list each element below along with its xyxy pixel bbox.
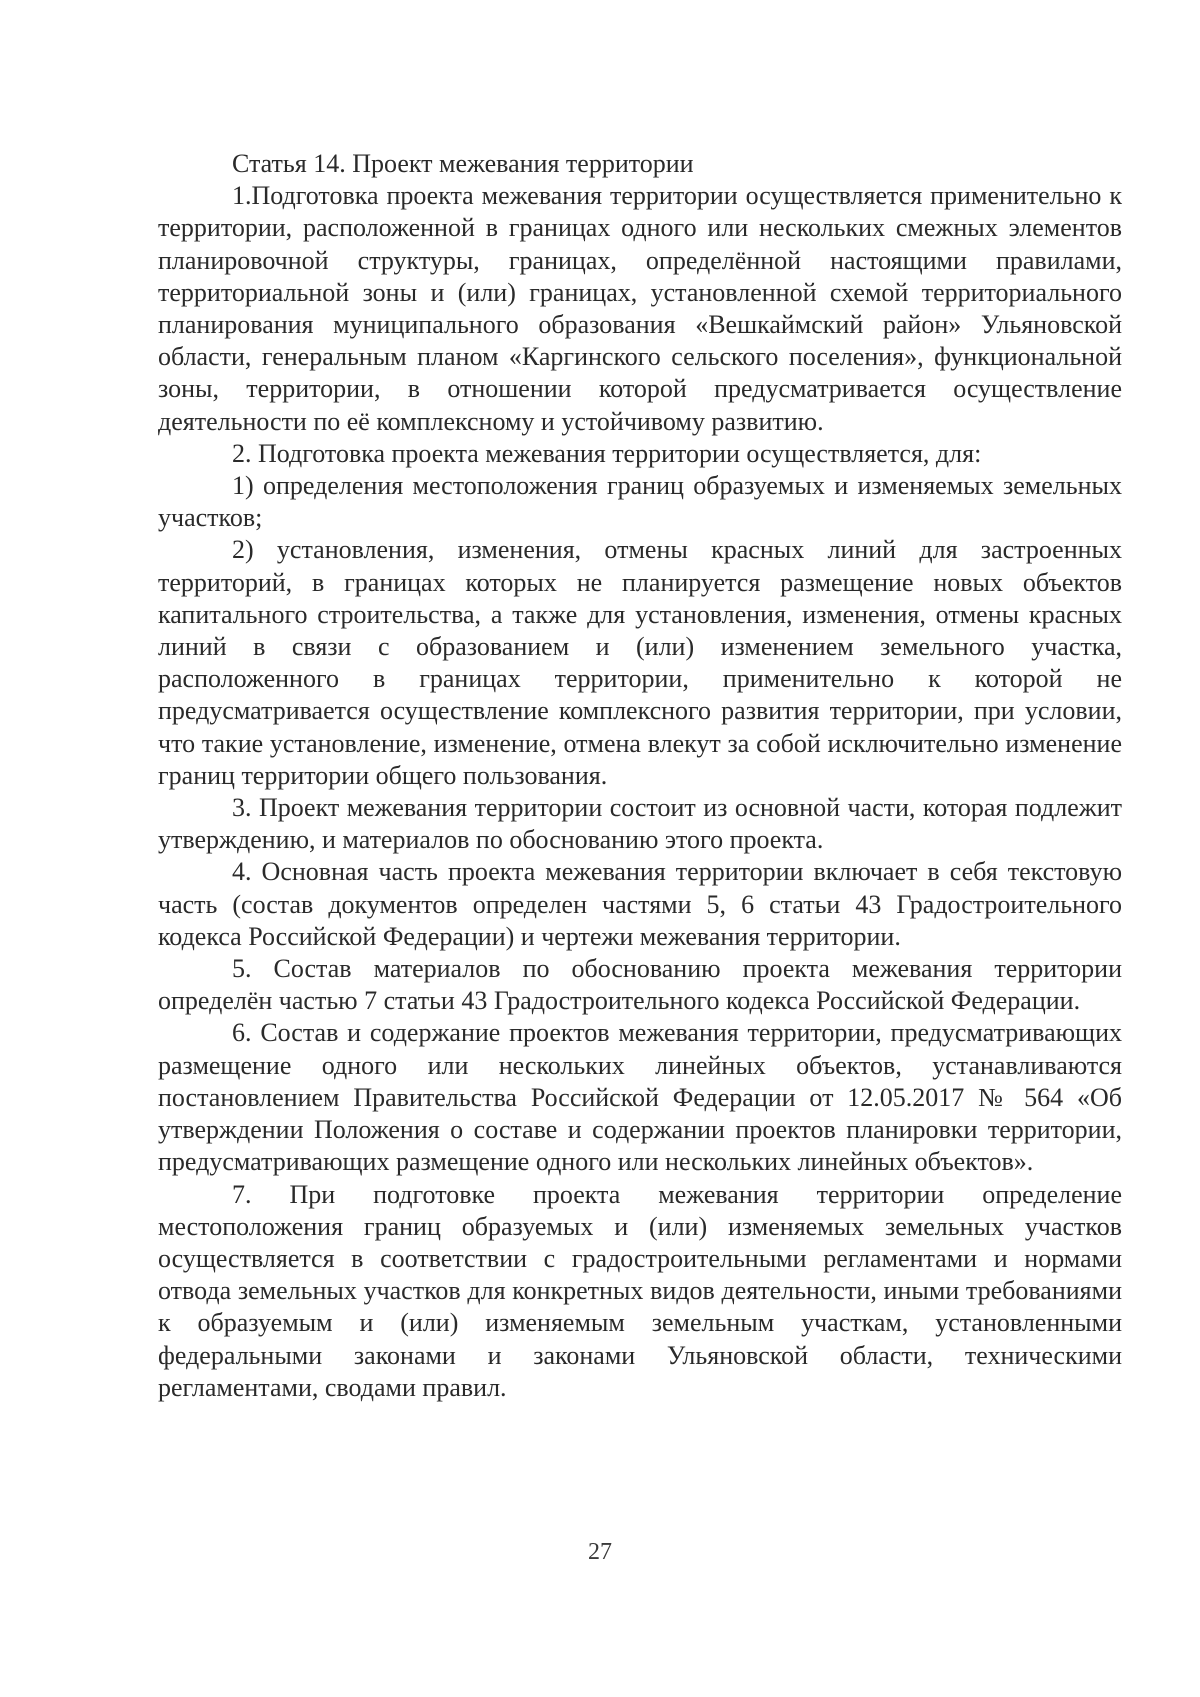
paragraph-2-item-1: 1) определения местоположения границ образуемых и изменяемых земельных участков; xyxy=(158,471,1122,533)
paragraph-2-item-2: 2) установления, изменения, отмены красных линий для застроенных территорий, в границах которых не планируется размещение новых объектов капитального строительства, а также для установления, изменения, отмены красных линий в связи с образованием и (или) изменением земельного участка, расположенного в границах территории, применительно к которой не предусматривается осуществление комплексного развития территории, при условии, что такие установление, изменение, отмена влекут за собой исключительно изменение границ территории общего пользования. xyxy=(158,535,1122,790)
page-number: 27 xyxy=(588,1539,612,1565)
paragraph-3: 3. Проект межевания территории состоит из основной части, которая подлежит утверждению, и материалов по обоснованию этого проекта. xyxy=(158,793,1122,855)
paragraph-7: 7. При подготовке проекта межевания территории определение местоположения границ образуемых и (или) изменяемых земельных участков осуществляется в соответствии с градостроительными регламентами и нормами отвода земельных участков для конкретных видов деятельности, иными требованиями к образуемым и (или) изменяемым земельным участкам, установленными федеральными законами и законами Ульяновской области, техническими регламентами, сводами правил. xyxy=(158,1179,1122,1402)
paragraph-6: 6. Состав и содержание проектов межевания территории, предусматривающих размещение одного или нескольких линейных объектов, устанавливаются постановлением Правительства Российской Федерации от 12.05.2017 № 564 «Об утверждении Положения о составе и содержании проектов планировки территории, предусматривающих размещение одного или нескольких линейных объектов». xyxy=(158,1018,1122,1177)
paragraph-4: 4. Основная часть проекта межевания территории включает в себя текстовую часть (состав документов определен частями 5, 6 статьи 43 Градостроительного кодекса Российской Федерации) и чертежи межевания территории. xyxy=(158,857,1122,951)
paragraph-2: 2. Подготовка проекта межевания территории осуществляется, для: xyxy=(232,438,982,468)
paragraph-5: 5. Состав материалов по обоснованию проекта межевания территории определён частью 7 статьи 43 Градостроительного кодекса Российской Федерации. xyxy=(158,954,1122,1016)
paragraph-1: 1.Подготовка проекта межевания территории осуществляется применительно к территории, расположенной в границах одного или нескольких смежных элементов планировочной структуры, границах, определённой настоящими правилами, территориальной зоны и (или) границах, установленной схемой территориального планирования муниципального образования «Вешкаймский район» Ульяновской области, генеральным планом «Каргинского сельского поселения», функциональной зоны, территории, в отношении которой предусматривается осуществление деятельности по её комплексному и устойчивому развитию. xyxy=(158,181,1122,436)
document-body xyxy=(158,148,1122,1404)
article-heading: Статья 14. Проект межевания территории xyxy=(232,149,694,178)
